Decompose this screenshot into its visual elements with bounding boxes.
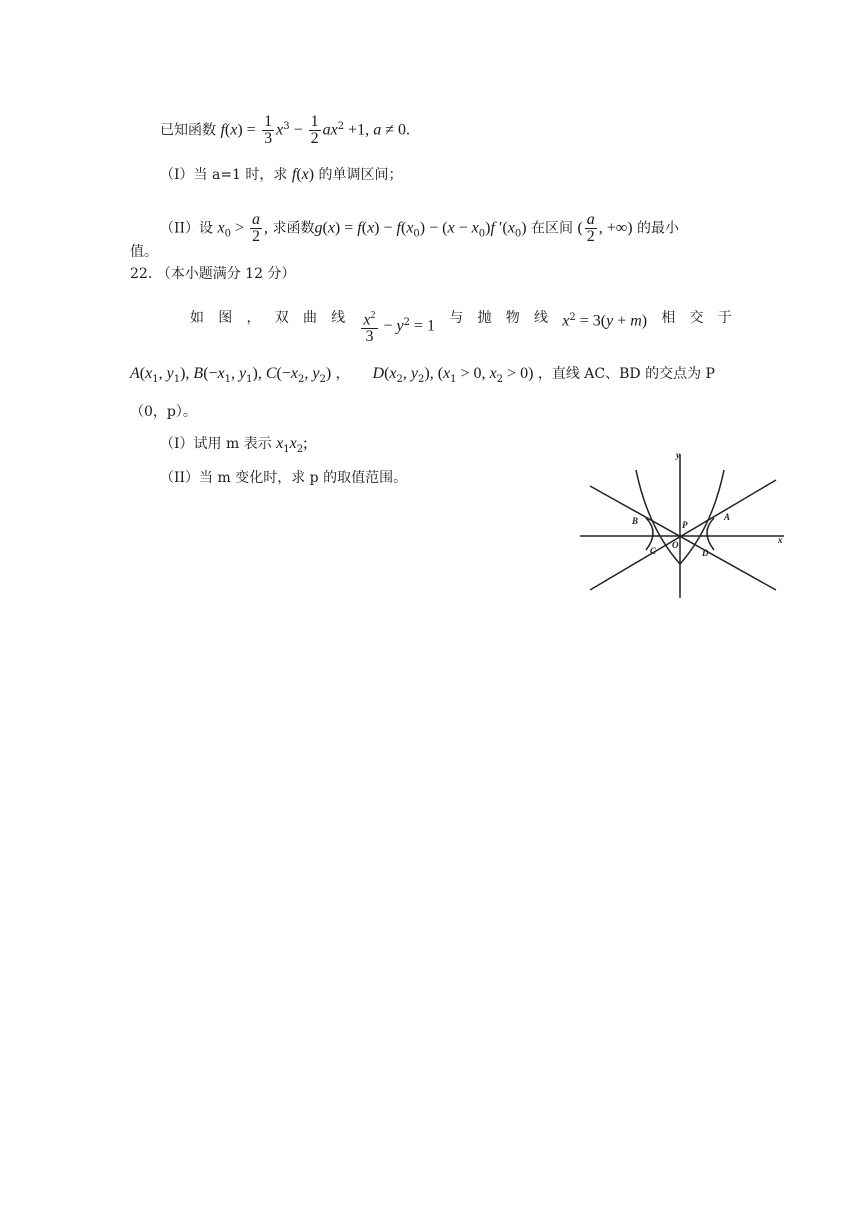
label-y: y bbox=[676, 450, 680, 460]
problem21-part2-continued: 值。 bbox=[130, 244, 158, 260]
problem21-function-definition: 已知函数 f(x) = $\frac{1}{3}$ $x^3$ − $\frac{1}{2}$ $ax^2 +1$, a ≠ 0. bbox=[160, 113, 410, 147]
problem22-point-p: （0，p）。 bbox=[130, 404, 197, 420]
parabola-equation: $x^2 = 3(y + m)$ bbox=[562, 312, 648, 330]
problem22-part2: （II）当 m 变化时，求 p 的取值范围。 bbox=[160, 470, 408, 486]
problem22-part1: （I）试用 m 表示 $x_1x_2$; bbox=[160, 435, 308, 455]
problem22-statement-line1: 如 图 ， 双 曲 线 $\frac{x^2}{3}$ − $y^2 = 1$ 与 抛 物 线 $x^2 = 3(y + m)$ 相 交 于 bbox=[190, 310, 732, 346]
label-c: C bbox=[650, 546, 657, 556]
label-d: D bbox=[702, 548, 709, 558]
fraction-one-half: $\frac{1}{2}$ bbox=[310, 113, 319, 147]
line-ac bbox=[590, 486, 776, 590]
label-o: O bbox=[672, 540, 679, 550]
problem22-points: $A(x_1$, $y_1$), $B(-x_1$, $y_1$), $C(-x_2$, $y_2$) ， $D(x_2$, $y_2$), ($x_1 > 0$, $x_2 > 0$) ，直线 AC、BD 的交点为 P bbox=[130, 365, 715, 385]
hyperbola-right-branch bbox=[707, 518, 714, 550]
fraction-one-third: $\frac{1}{3}$ bbox=[264, 113, 273, 147]
problem21-part1: （I）当 a=1 时，求 f(x) 的单调区间； bbox=[160, 166, 403, 183]
formula-f: f bbox=[220, 121, 225, 139]
intro-text: 已知函数 bbox=[160, 122, 216, 139]
label-p: P bbox=[682, 520, 688, 530]
label-b: B bbox=[632, 516, 639, 526]
problem21-part2: （II）设 $x_0$ > $\frac{a}{2}$ , 求函数$g(x) = f(x) - f(x_0) - (x - x_0)f$ $'(x_0)$ 在区间 ( $\frac{a}{2}$ , +∞) 的最小 bbox=[160, 211, 679, 245]
label-x: x bbox=[778, 535, 783, 545]
hyperbola-equation: $\frac{x^2}{3}$ − $y^2 = 1$ bbox=[363, 310, 436, 346]
line-bd bbox=[590, 480, 776, 590]
hyperbola-parabola-figure bbox=[576, 448, 790, 600]
problem22-header: 22. （本小题满分 12 分） bbox=[130, 266, 296, 282]
label-a: A bbox=[724, 512, 731, 522]
